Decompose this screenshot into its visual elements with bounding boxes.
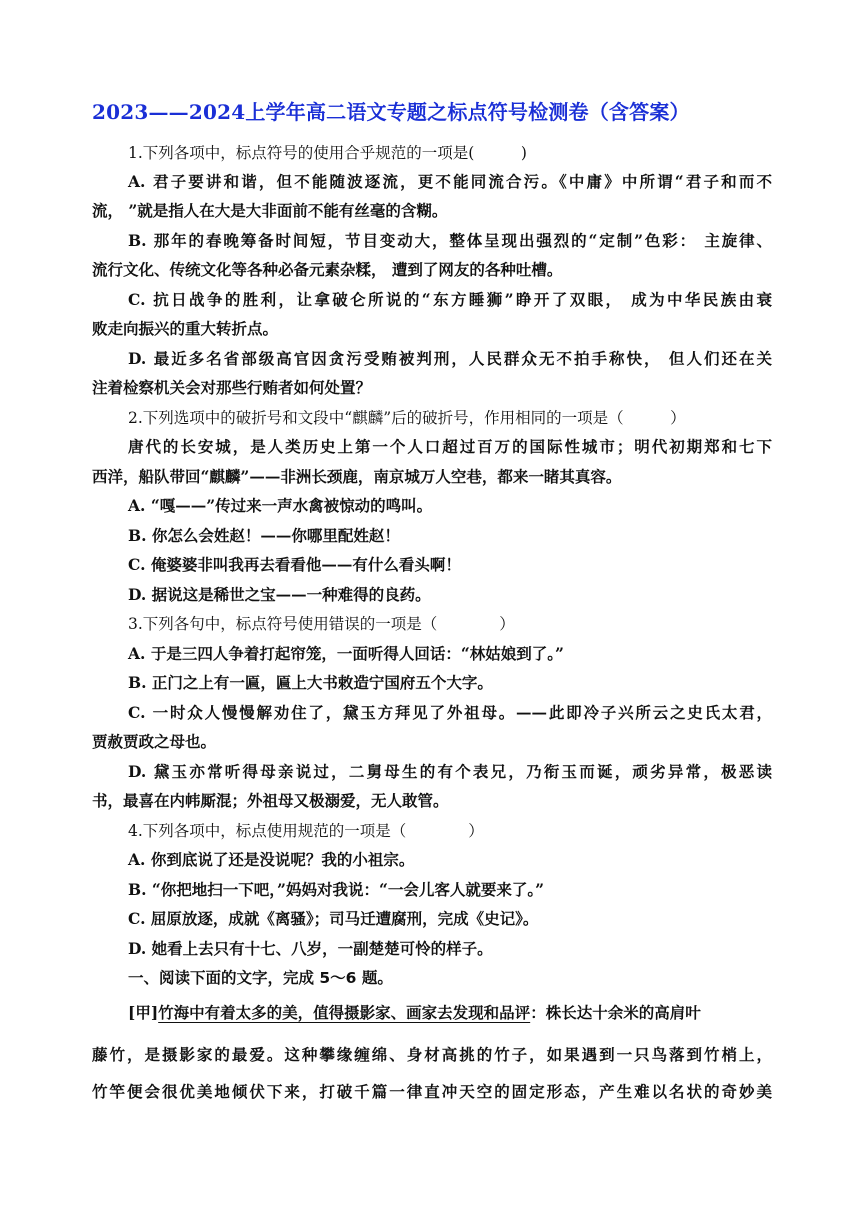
q2-option-c: C. 俺婆婆非叫我再去看看他——有什么看头啊！	[128, 555, 461, 574]
q1-option-b-line2: 流行文化、传统文化等各种必备元素杂糅， 遭到了网友的各种吐槽。	[92, 260, 563, 279]
passage-first-line-rest: ：株长达十余米的高肩叶	[530, 1003, 701, 1022]
q3-option-d-line1: D. 黛玉亦常听得母亲说过，二舅母生的有个表兄，乃衔玉而诞，顽劣异常，极恶读	[128, 762, 772, 781]
q1-option-c-line1: C. 抗日战争的胜利，让拿破仑所说的“东方睡狮”睁开了双眼， 成为中华民族由衰	[128, 290, 772, 309]
q2-option-a: A. “嘎——”传过来一声水禽被惊动的鸣叫。	[128, 496, 433, 515]
section-heading: 一、阅读下面的文字，完成 5～6 题。	[128, 969, 393, 987]
q3-stem: 3.下列各句中，标点符号使用错误的一项是（ ）	[128, 615, 515, 633]
q2-option-b: B. 你怎么会姓赵！——你哪里配姓赵！	[128, 526, 400, 545]
q4-option-d: D. 她看上去只有十七、八岁，一副楚楚可怜的样子。	[128, 939, 493, 958]
q4-option-c: C. 屈原放逐，成就《离骚》；司马迁遭腐刑，完成《史记》。	[128, 909, 539, 928]
q1-option-b-line1: B. 那年的春晚筹备时间短，节目变动大，整体呈现出强烈的“定制”色彩： 主旋律、	[128, 231, 772, 250]
q3-option-c-line2: 贾赦贾政之母也。	[92, 732, 217, 751]
q4-stem: 4.下列各项中，标点使用规范的一项是（ ）	[128, 822, 484, 840]
q2-option-d: D. 据说这是稀世之宝——一种难得的良药。	[128, 585, 431, 604]
q2-stem: 2.下列选项中的破折号和文段中“麒麟”后的破折号，作用相同的一项是（ ）	[128, 409, 686, 427]
q1-option-d-line1: D. 最近多名省部级高官因贪污受贿被判刑，人民群众无不拍手称快， 但人们还在关	[128, 349, 772, 368]
q4-option-a: A. 你到底说了还是没说呢？我的小祖宗。	[128, 850, 415, 869]
q3-option-b: B. 正门之上有一匾，匾上大书敕造宁国府五个大字。	[128, 673, 493, 692]
q1-stem: 1.下列各项中，标点符号的使用合乎规范的一项是( )	[128, 144, 527, 162]
q1-option-a-line2: 流， ”就是指人在大是大非面前不能有丝毫的含糊。	[92, 201, 448, 220]
passage-line2: 藤竹，是摄影家的最爱。这种攀缘缠绵、身材高挑的竹子，如果遇到一只鸟落到竹梢上，	[92, 1045, 772, 1064]
q4-option-b: B. “你把地扫一下吧，”妈妈对我说：“一会儿客人就要来了。”	[128, 880, 545, 899]
q3-option-a: A. 于是三四人争着打起帘笼，一面听得人回话：“林姑娘到了。”	[128, 644, 564, 663]
q1-option-d-line2: 注着检察机关会对那些行贿者如何处置？	[92, 378, 372, 397]
q2-passage-line1: 唐代的长安城，是人类历史上第一个人口超过百万的国际性城市；明代初期郑和七下	[128, 437, 772, 456]
passage-first-line	[128, 1003, 701, 1023]
q2-passage-line2: 西洋，船队带回“麒麟”——非洲长颈鹿，南京城万人空巷，都来一睹其真容。	[92, 467, 622, 486]
underlined-sentence: 竹海中有着太多的美，值得摄影家、画家去发现和品评	[158, 1003, 531, 1022]
q1-option-c-line2: 败走向振兴的重大转折点。	[92, 319, 279, 338]
q1-option-a-line1: A. 君子要讲和谐，但不能随波逐流，更不能同流合污。《中庸》中所谓“君子和而不	[128, 172, 772, 191]
q3-option-c-line1: C. 一时众人慢慢解劝住了，黛玉方拜见了外祖母。——此即冷子兴所云之史氏太君，	[128, 703, 772, 722]
document-title: 2023——2024上学年高二语文专题之标点符号检测卷（含答案）	[92, 100, 690, 124]
jia-label: [甲]	[128, 1003, 159, 1022]
passage-line3: 竹竿便会很优美地倾伏下来，打破千篇一律直冲天空的固定形态，产生难以名状的奇妙美	[92, 1082, 772, 1101]
q3-option-d-line2: 书，最喜在内帏厮混；外祖母又极溺爱，无人敢管。	[92, 791, 449, 810]
